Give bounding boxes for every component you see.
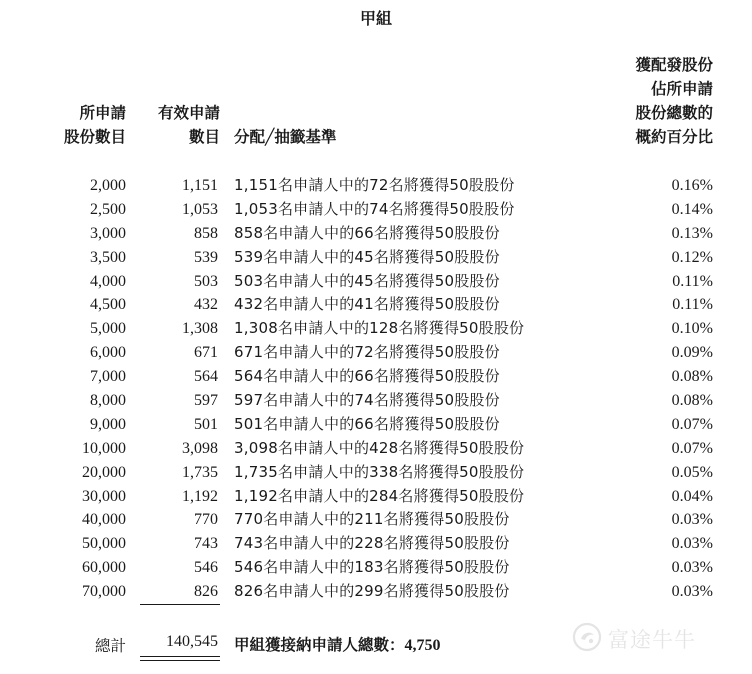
table-row (0, 317, 752, 341)
cell-basis: 546名申請人中的183名將獲得50股股份 (234, 558, 510, 577)
allocation-table (0, 174, 752, 604)
cell-shares: 4,500 (90, 296, 126, 314)
cell-pct: 0.09% (671, 344, 713, 362)
cell-valid: 597 (194, 392, 218, 410)
header-valid-applications (130, 101, 220, 149)
cell-basis: 770名申請人中的211名將獲得50股股份 (234, 510, 510, 529)
table-row (0, 270, 752, 294)
cell-valid: 1,053 (182, 200, 218, 218)
cell-pct: 0.10% (671, 320, 713, 338)
cell-basis: 501名申請人中的66名將獲得50股股份 (234, 414, 500, 433)
table-row (0, 580, 752, 604)
cell-basis: 503名申請人中的45名將獲得50股股份 (234, 271, 500, 290)
cell-pct: 0.05% (671, 463, 713, 481)
cell-pct: 0.04% (671, 487, 713, 505)
table-row (0, 389, 752, 413)
cell-valid: 501 (194, 415, 218, 433)
cell-basis: 539名申請人中的45名將獲得50股股份 (234, 247, 500, 266)
cell-valid: 770 (194, 511, 218, 529)
header-valid-line-2: 數目 (188, 128, 220, 146)
cell-pct: 0.11% (672, 272, 713, 290)
cell-valid: 826 (194, 583, 218, 601)
total-value: 140,545 (166, 633, 218, 650)
total-successful-applicants (234, 633, 441, 655)
subtotal-rule (140, 604, 220, 605)
header-allotment-percentage (570, 53, 713, 149)
cell-valid: 432 (194, 296, 218, 314)
table-row (0, 461, 752, 485)
table-row (0, 532, 752, 556)
table-row (0, 222, 752, 246)
header-valid-line-1: 有效申請 (157, 104, 220, 122)
header-allocation-basis: 分配╱抽籤基準 (234, 128, 337, 146)
cell-valid: 503 (194, 272, 218, 290)
header-pct-line-3: 股份總數的 (635, 104, 713, 122)
header-pct-line-4: 概約百分比 (635, 128, 713, 146)
cell-basis: 1,192名申請人中的284名將獲得50股股份 (234, 486, 525, 505)
cell-pct: 0.03% (671, 583, 713, 601)
cell-basis: 1,735名申請人中的338名將獲得50股股份 (234, 462, 525, 481)
cell-shares: 30,000 (82, 487, 126, 505)
table-row (0, 365, 752, 389)
cell-basis: 597名申請人中的74名將獲得50股股份 (234, 391, 500, 410)
watermark (572, 620, 742, 654)
cell-valid: 1,735 (182, 463, 218, 481)
cell-pct: 0.16% (671, 177, 713, 194)
cell-basis: 1,053名申請人中的74名將獲得50股股份 (234, 199, 515, 218)
cell-basis: 1,151名申請人中的72名將獲得50股股份 (234, 176, 515, 194)
table-row (0, 174, 752, 198)
cell-basis: 743名申請人中的228名將獲得50股股份 (234, 534, 510, 553)
cell-pct: 0.03% (671, 511, 713, 529)
cell-valid: 1,308 (182, 320, 218, 338)
cell-pct: 0.08% (671, 392, 713, 410)
total-double-rule-top (140, 656, 220, 657)
table-row (0, 246, 752, 270)
table-row (0, 437, 752, 461)
cell-shares: 2,500 (90, 200, 126, 218)
cell-basis: 671名申請人中的72名將獲得50股股份 (234, 343, 500, 362)
header-shares-line-2: 股份數目 (63, 128, 126, 146)
cell-valid: 1,192 (182, 487, 218, 505)
cell-valid: 564 (194, 368, 218, 386)
cell-pct: 0.11% (672, 296, 713, 314)
table-row (0, 485, 752, 509)
header-pct-line-2: 佔所申請 (650, 80, 713, 98)
cell-shares: 2,000 (90, 177, 126, 194)
cell-shares: 70,000 (82, 583, 126, 601)
cell-pct: 0.03% (671, 559, 713, 577)
cell-shares: 20,000 (82, 463, 126, 481)
cell-shares: 40,000 (82, 511, 126, 529)
cell-shares: 8,000 (90, 392, 126, 410)
table-row (0, 198, 752, 222)
cell-basis: 1,308名申請人中的128名將獲得50股股份 (234, 319, 525, 338)
header-pct-line-1: 獲配發股份 (635, 56, 713, 74)
watermark-text: 富途牛牛 (608, 628, 696, 652)
cell-shares: 50,000 (82, 535, 126, 553)
header-shares-line-1: 所申請 (79, 104, 126, 122)
total-applicants-label: 甲組獲接納申請人總數： (234, 636, 405, 654)
table-row (0, 508, 752, 532)
cell-shares: 5,000 (90, 320, 126, 338)
cell-basis: 3,098名申請人中的428名將獲得50股股份 (234, 438, 525, 457)
cell-pct: 0.12% (671, 248, 713, 266)
cell-pct: 0.03% (671, 535, 713, 553)
cell-pct: 0.08% (671, 368, 713, 386)
futu-logo-icon (572, 622, 602, 652)
cell-basis: 564名申請人中的66名將獲得50股股份 (234, 367, 500, 386)
cell-valid: 1,151 (182, 177, 218, 194)
cell-basis: 858名申請人中的66名將獲得50股股份 (234, 223, 500, 242)
cell-shares: 60,000 (82, 559, 126, 577)
cell-valid: 3,098 (182, 439, 218, 457)
total-label: 總計 (94, 637, 126, 655)
cell-valid: 858 (194, 224, 218, 242)
total-double-rule-bottom (140, 660, 220, 661)
cell-basis: 432名申請人中的41名將獲得50股股份 (234, 295, 500, 314)
cell-shares: 4,000 (90, 272, 126, 290)
cell-valid: 539 (194, 248, 218, 266)
cell-shares: 10,000 (82, 439, 126, 457)
cell-valid: 743 (194, 535, 218, 553)
cell-pct: 0.13% (671, 224, 713, 242)
cell-valid: 546 (194, 559, 218, 577)
cell-pct: 0.07% (671, 439, 713, 457)
cell-shares: 3,000 (90, 224, 126, 242)
table-row (0, 556, 752, 580)
total-applicants-value: 4,750 (404, 637, 441, 654)
cell-basis: 826名申請人中的299名將獲得50股股份 (234, 582, 510, 601)
cell-pct: 0.14% (671, 200, 713, 218)
cell-valid: 671 (194, 344, 218, 362)
table-row (0, 413, 752, 437)
table-row (0, 341, 752, 365)
cell-shares: 7,000 (90, 368, 126, 386)
cell-pct: 0.07% (671, 415, 713, 433)
cell-shares: 6,000 (90, 344, 126, 362)
header-shares-applied (40, 101, 126, 149)
group-title: 甲組 (359, 9, 392, 28)
table-row (0, 293, 752, 317)
cell-shares: 9,000 (90, 415, 126, 433)
cell-shares: 3,500 (90, 248, 126, 266)
